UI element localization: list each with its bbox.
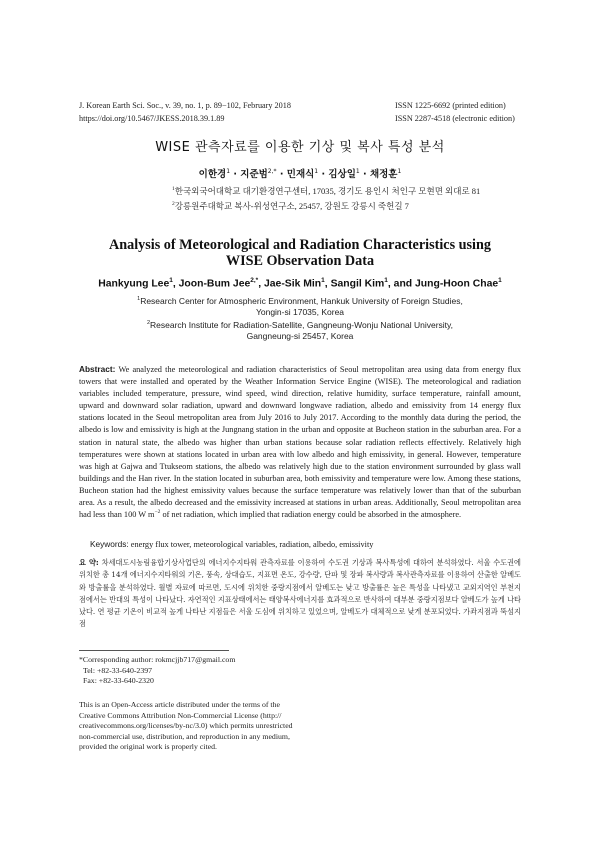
author-tel: Tel: +82-33-640-2397 bbox=[83, 665, 153, 675]
korean-affiliation-1 bbox=[172, 185, 480, 197]
author-separator: · bbox=[363, 169, 367, 180]
corresponding-author[interactable]: *Corresponding author: rokmcjjb717@gmail.com bbox=[79, 655, 236, 664]
doi-link[interactable]: https://doi.org/10.5467/JKESS.2018.39.1.89 bbox=[79, 113, 225, 123]
affil-mark: 2 bbox=[146, 320, 151, 326]
author-name: 채정훈 bbox=[369, 169, 398, 180]
author-affil-mark: 1 bbox=[498, 277, 502, 284]
issn-block bbox=[395, 100, 515, 125]
author-separator: , bbox=[172, 278, 179, 290]
affil-mark: 1 bbox=[172, 186, 175, 193]
author-separator: · bbox=[233, 169, 237, 180]
english-abstract bbox=[79, 363, 521, 521]
author-separator: · bbox=[321, 169, 326, 180]
affil-line-1: Research Center for Atmospheric Environment, Hankuk University of Foreign Studies, bbox=[140, 295, 463, 306]
english-affiliation-1 bbox=[0, 294, 600, 318]
author-affil-mark: 2,* bbox=[250, 277, 259, 284]
footnote-divider bbox=[79, 650, 229, 651]
journal-citation: J. Korean Earth Sci. Soc., v. 39, no. 1, p. 89−102, February 2018 bbox=[79, 101, 291, 110]
title-line-2: WISE Observation Data bbox=[225, 253, 375, 269]
author-affil-mark: 1 bbox=[397, 167, 402, 175]
affil-line-2: Yongin-si 17035, Korea bbox=[255, 306, 345, 317]
author-name: 이한경 bbox=[198, 169, 227, 180]
affil-line-1: Research Institute for Radiation-Satellite, Gangneung-Wonju National University, bbox=[150, 319, 454, 330]
author-name: 김상일 bbox=[328, 169, 356, 180]
affil-text: 한국외국어대학교 대기환경연구센터, 17035, 경기도 용인시 처인구 모현면 외대로 81 bbox=[174, 186, 481, 196]
author-separator: · bbox=[279, 169, 284, 180]
korean-abstract-body: 차세대도시농림융합기상사업단의 에너지수지타워 관측자료를 이용하여 수도권 기상과 복사특성에 대하여 분석하였다. 서울 수도권에 위치한 총 14개 에너지수지타워의 기온, 풍속, 상대습도, 지표면 온도, 강수량, 단파 및 장파 복사량과 복사관측자료를 이용하여 산출한 알베도와 방출률을 분석하였다. 월별 자료에 따르면, 도시에 위치한 중랑지점에서 알베도는 낮고 방출률은 높은 특성을 나타냈고 교외지역인 부천지점에서는 반대의 특성이 나타났다. 자연적인 지표상태에서는 태양복사에너지를 효과적으로 반사하여 대부분 중랑지점보다 알베도가 높게 나타났다. 연 평균 기온이 비교적 높게 나타난 지점들은 서울 도심에 위치하고 있었으며, 알베도가 대체적으로 낮게 분포되었다. 가좌지점과 뚝섬지점 bbox=[79, 558, 521, 629]
license-line: non-commercial use, distribution, and reproduction in any medium, bbox=[79, 731, 290, 741]
abstract-body: We analyzed the meteorological and radiation characteristics of Seoul metropolitan area using data from energy flux towers that were installed and operated by the Weather Information Service Engine (WISE). The meteorological and radiation variables included temperature, pressure, wind speed, wind direction, relative humidity, surface temperature, rainfall amount, upward and downward solar radiation, upward and downward longwave radiation, albedo and emissivity from 14 energy flux stations located in the Seoul metropolitan area from July 2016 to July 2017. According to the monthly data during the period, the albedo is low and emissivity is high at the Jungnang station in the urban and opposite at Bucheon station in the suburban area. For a station in natural state, the albedo was higher than urban stations because solar radiation reflects effectively. Relatively high temperatures were shown at stations located in urban area with low albedo and high emissivity, in general. However, temperature was high at Gajwa and Ttukseom stations, the albedo was relatively high due to the station environment surrounded by glass wall buildings and the Han river. In the station located in suburban area, both emissivity and temperature were low. Among these stations, Bucheon station had the highest emissivity values because the surface temperature was relatively lower than that of the suburban area. As a result, the albedo decreased and the emissivity increased at stations in urban areas. Additionally, Seoul metropolitan area had less than 100 W m bbox=[79, 365, 521, 520]
author-affil-mark: 1 bbox=[355, 167, 360, 175]
affil-mark: 1 bbox=[137, 296, 141, 302]
keywords bbox=[90, 539, 373, 549]
author-affil-mark: 1 bbox=[169, 277, 173, 284]
author-separator: , and bbox=[387, 278, 416, 290]
author-name: 지준범 bbox=[240, 169, 268, 180]
abstract-body-end: of net radiation, which implied that radiation energy could be absorbed in the atmosphere. bbox=[160, 510, 462, 520]
license-note bbox=[79, 700, 299, 753]
affil-mark: 2 bbox=[172, 201, 175, 208]
abstract-label: Abstract: bbox=[79, 364, 116, 374]
keywords-label: Keywords: bbox=[90, 539, 129, 549]
author-separator: , bbox=[258, 278, 264, 290]
author-affil-mark: 1 bbox=[384, 277, 388, 284]
korean-abstract bbox=[79, 557, 521, 631]
title-line-1: Analysis of Meteorological and Radiation Characteristics using bbox=[108, 237, 491, 253]
issn-print: ISSN 1225-6692 (printed edition) bbox=[395, 101, 506, 110]
author-name: 민재식 bbox=[286, 169, 315, 180]
author-name: Hankyung Lee bbox=[98, 278, 170, 290]
korean-title: WISE 관측자료를 이용한 기상 및 복사 특성 분석 bbox=[155, 140, 445, 155]
author-name: Jung-Hoon Chae bbox=[415, 278, 499, 290]
license-line: This is an Open-Access article distributed under the terms of the bbox=[79, 700, 280, 709]
author-separator: , bbox=[324, 278, 331, 290]
korean-affiliation-2 bbox=[172, 200, 409, 212]
license-line[interactable]: Creative Commons Attribution Non-Commercial License (http:// bbox=[79, 710, 282, 720]
affil-line-2: Gangneung-si 25457, Korea bbox=[246, 330, 354, 341]
author-name: Jae-Sik Min bbox=[263, 278, 322, 290]
author-name: Sangil Kim bbox=[330, 278, 385, 290]
author-affil-mark: 1 bbox=[226, 167, 231, 175]
author-affil-mark: 2,* bbox=[267, 167, 277, 175]
author-fax: Fax: +82-33-640-2320 bbox=[83, 676, 154, 685]
english-affiliation-2 bbox=[0, 318, 600, 342]
affil-text: 강릉원주대학교 복사-위성연구소, 25457, 강원도 강릉시 죽헌길 7 bbox=[174, 201, 409, 211]
license-line[interactable]: creativecommons.org/licenses/by-nc/3.0) which permits unrestricted bbox=[79, 721, 293, 731]
english-title bbox=[0, 237, 600, 269]
journal-header bbox=[79, 100, 291, 125]
author-affil-mark: 1 bbox=[314, 167, 319, 175]
correspondence-block bbox=[79, 655, 235, 687]
author-affil-mark: 1 bbox=[321, 277, 325, 284]
author-name: Joon-Bum Jee bbox=[178, 278, 251, 290]
issn-electronic: ISSN 2287-4518 (electronic edition) bbox=[395, 113, 515, 123]
english-authors bbox=[0, 277, 600, 289]
keywords-text: energy flux tower, meteorological variables, radiation, albedo, emissivity bbox=[128, 540, 374, 549]
unit-exponent: −2 bbox=[154, 509, 161, 516]
license-line: provided the original work is properly cited. bbox=[79, 742, 217, 752]
korean-authors bbox=[0, 166, 600, 180]
korean-abstract-label: 요 약: bbox=[79, 558, 99, 567]
